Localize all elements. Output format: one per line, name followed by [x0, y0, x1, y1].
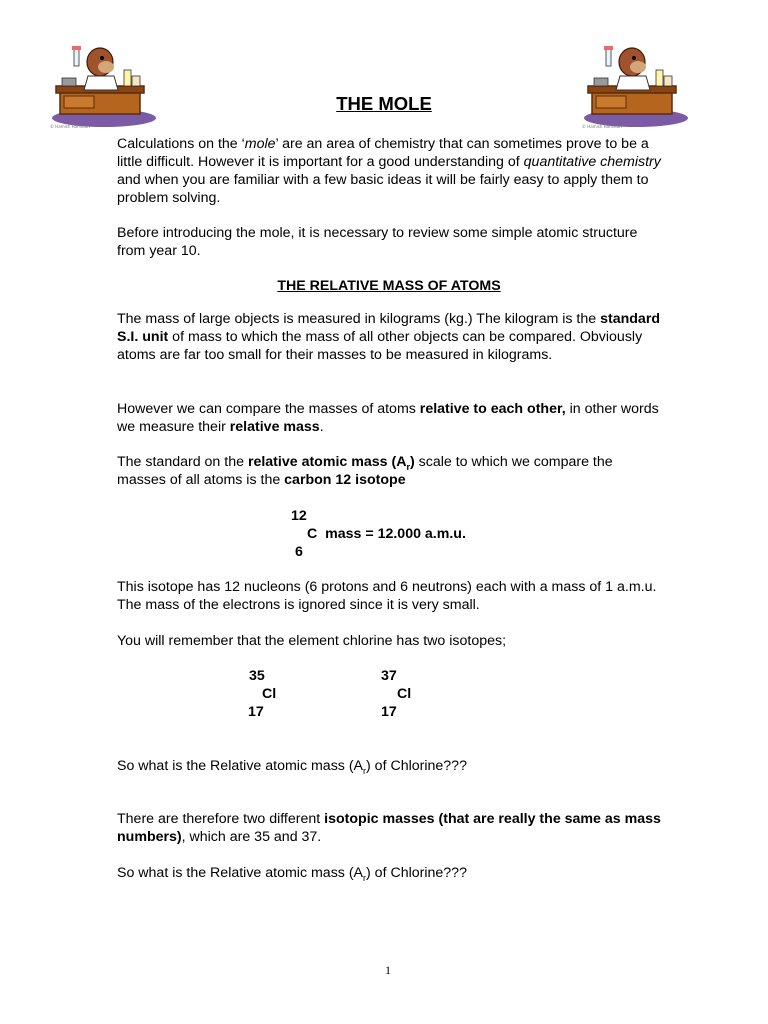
chlorine-intro: You will remember that the element chlorine has two isotopes;: [117, 633, 507, 649]
intro-paragraph: Calculations on the ‘mole’ are an area of chemistry that can sometimes prove to be a little difficult. However it is important for a good understanding of quantitative chemistry and when you are familiar with a few basic ideas it will be fairly easy to apply them to problem solving.: [117, 136, 661, 206]
cl35-symbol: Cl: [262, 686, 277, 702]
cl37-atomic-number: 17: [381, 704, 397, 720]
page-title: THE MOLE: [336, 93, 432, 114]
cl35-mass-number: 35: [249, 668, 265, 684]
cl35-atomic-number: 17: [248, 704, 264, 720]
scientist-at-desk-illustration: [42, 40, 162, 130]
clipart-credit: © Hamish Hamilton: [582, 124, 622, 129]
clipart-credit: © Hamish Hamilton: [50, 124, 90, 129]
carbon-standard-paragraph: The standard on the relative atomic mass $(A_r)$ scale to which we compare the masses of all atoms is the carbon 12 isotope: [117, 454, 613, 488]
carbon-mass-number: 12: [291, 508, 307, 524]
carbon-symbol-line: C mass = 12.000 a.m.u.: [307, 526, 466, 542]
carbon-atomic-number: 6: [295, 544, 303, 560]
kilogram-paragraph: The mass of large objects is measured in kilograms (kg.) The kilogram is the standard S.I. unit of mass to which the mass of all other objects can be compared. Obviously atoms are far too small for their masses to be measured in kilograms.: [117, 311, 661, 363]
scientist-at-desk-illustration: [574, 40, 694, 130]
cl37-mass-number: 37: [381, 668, 397, 684]
question-1: So what is the Relative atomic mass $(A_r)$ of Chlorine???: [117, 758, 467, 776]
section-heading: THE RELATIVE MASS OF ATOMS: [277, 278, 501, 294]
relative-mass-paragraph: However we can compare the masses of atoms relative to each other, in other words we measure their relative mass.: [117, 401, 659, 435]
cl37-symbol: Cl: [397, 686, 412, 702]
isotopic-masses-paragraph: There are therefore two different isotopic masses (that are really the same as mass numbers), which are 35 and 37.: [117, 811, 661, 845]
page-number: 1: [385, 963, 391, 977]
isotope-paragraph: This isotope has 12 nucleons (6 protons and 6 neutrons) each with a mass of 1 a.m.u. The mass of the electrons is ignored since it is very small.: [117, 579, 657, 613]
question-2: So what is the Relative atomic mass $(A_r)$ of Chlorine???: [117, 865, 467, 883]
intro-paragraph-2: Before introducing the mole, it is necessary to review some simple atomic structure from year 10.: [117, 225, 638, 259]
